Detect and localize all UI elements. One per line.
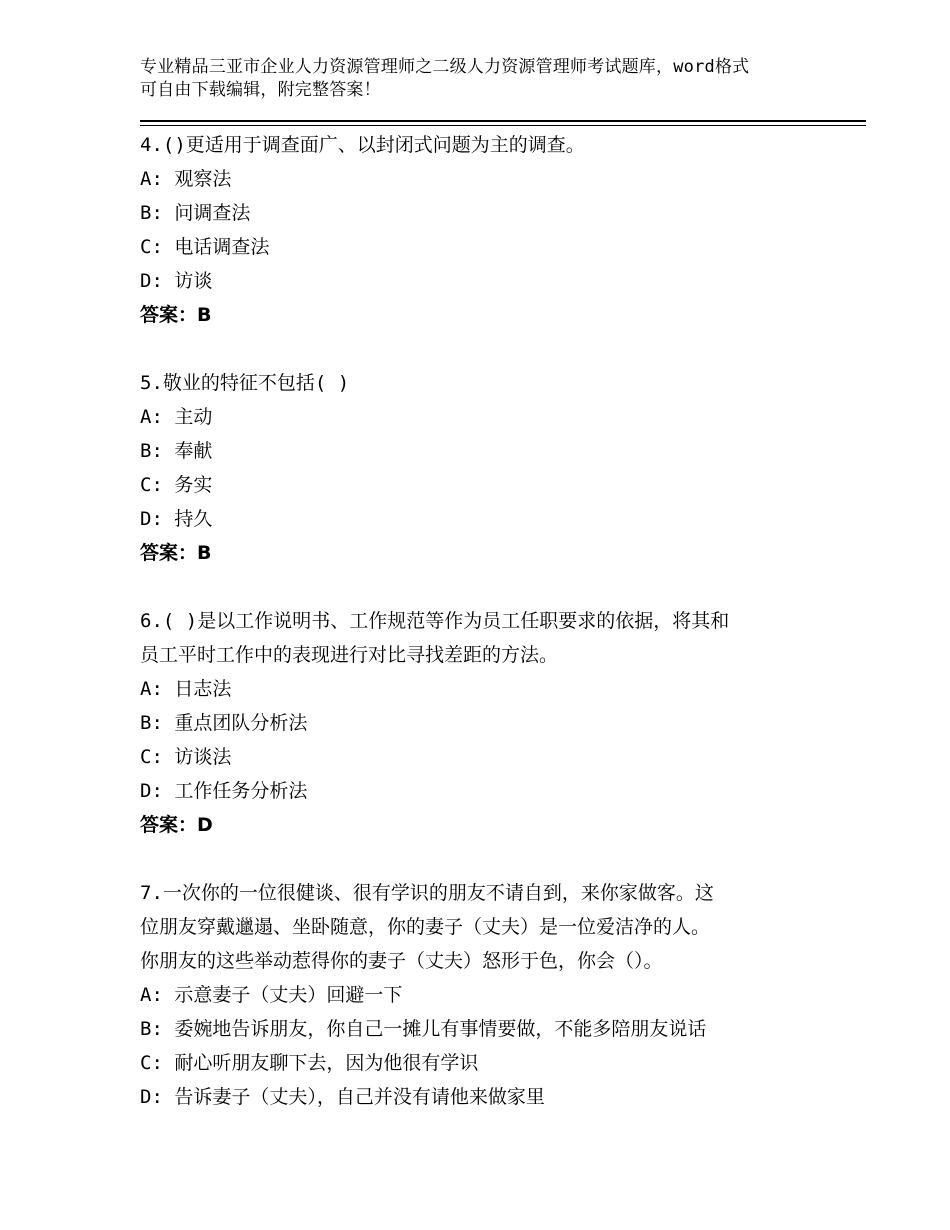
option-c: C: 务实 <box>140 474 213 496</box>
answer-label: 答案：B <box>140 542 212 564</box>
option-a: A: 示意妻子（丈夫）回避一下 <box>140 984 403 1006</box>
option-a: A: 日志法 <box>140 678 232 700</box>
header-rule-thick <box>140 120 866 122</box>
option-c: C: 访谈法 <box>140 746 232 768</box>
answer-label: 答案：B <box>140 304 212 326</box>
header-line-1: 专业精品三亚市企业人力资源管理师之二级人力资源管理师考试题库，word格式 <box>140 57 750 77</box>
header-line-2: 可自由下载编辑，附完整答案！ <box>140 80 381 100</box>
question-text-line-2: 员工平时工作中的表现进行对比寻找差距的方法。 <box>140 644 559 666</box>
header-rule-thin <box>140 125 866 126</box>
option-a: A: 观察法 <box>140 168 232 190</box>
option-b: B: 问调查法 <box>140 202 251 224</box>
option-d: D: 持久 <box>140 508 213 530</box>
option-b: B: 委婉地告诉朋友，你自己一摊儿有事情要做，不能多陪朋友说话 <box>140 1018 707 1040</box>
question-text-line-2: 位朋友穿戴邋遢、坐卧随意，你的妻子（丈夫）是一位爱洁净的人。 <box>140 916 711 938</box>
option-c: C: 电话调查法 <box>140 236 270 258</box>
question-list <box>140 128 840 1114</box>
option-a: A: 主动 <box>140 406 213 428</box>
question-4 <box>140 128 840 332</box>
question-text: 4.()更适用于调查面广、以封闭式问题为主的调查。 <box>140 134 585 156</box>
option-c: C: 耐心听朋友聊下去，因为他很有学识 <box>140 1052 479 1074</box>
option-d: D: 告诉妻子（丈夫），自己并没有请他来做家里 <box>140 1086 545 1108</box>
question-5 <box>140 366 840 570</box>
question-7 <box>140 876 840 1114</box>
document-header <box>140 56 820 102</box>
question-spacer <box>140 842 840 876</box>
question-text: 5.敬业的特征不包括( ) <box>140 372 350 394</box>
question-text-line-1: 6.( )是以工作说明书、工作规范等作为员工任职要求的依据，将其和 <box>140 610 730 632</box>
answer-label: 答案：D <box>140 814 213 836</box>
option-d: D: 工作任务分析法 <box>140 780 308 802</box>
option-b: B: 奉献 <box>140 440 213 462</box>
question-spacer <box>140 332 840 366</box>
question-text-line-3: 你朋友的这些举动惹得你的妻子（丈夫）怒形于色，你会（）。 <box>140 950 663 972</box>
option-d: D: 访谈 <box>140 270 213 292</box>
question-spacer <box>140 570 840 604</box>
option-b: B: 重点团队分析法 <box>140 712 308 734</box>
question-text-line-1: 7.一次你的一位很健谈、很有学识的朋友不请自到，来你家做客。这 <box>140 882 714 904</box>
question-6 <box>140 604 840 842</box>
